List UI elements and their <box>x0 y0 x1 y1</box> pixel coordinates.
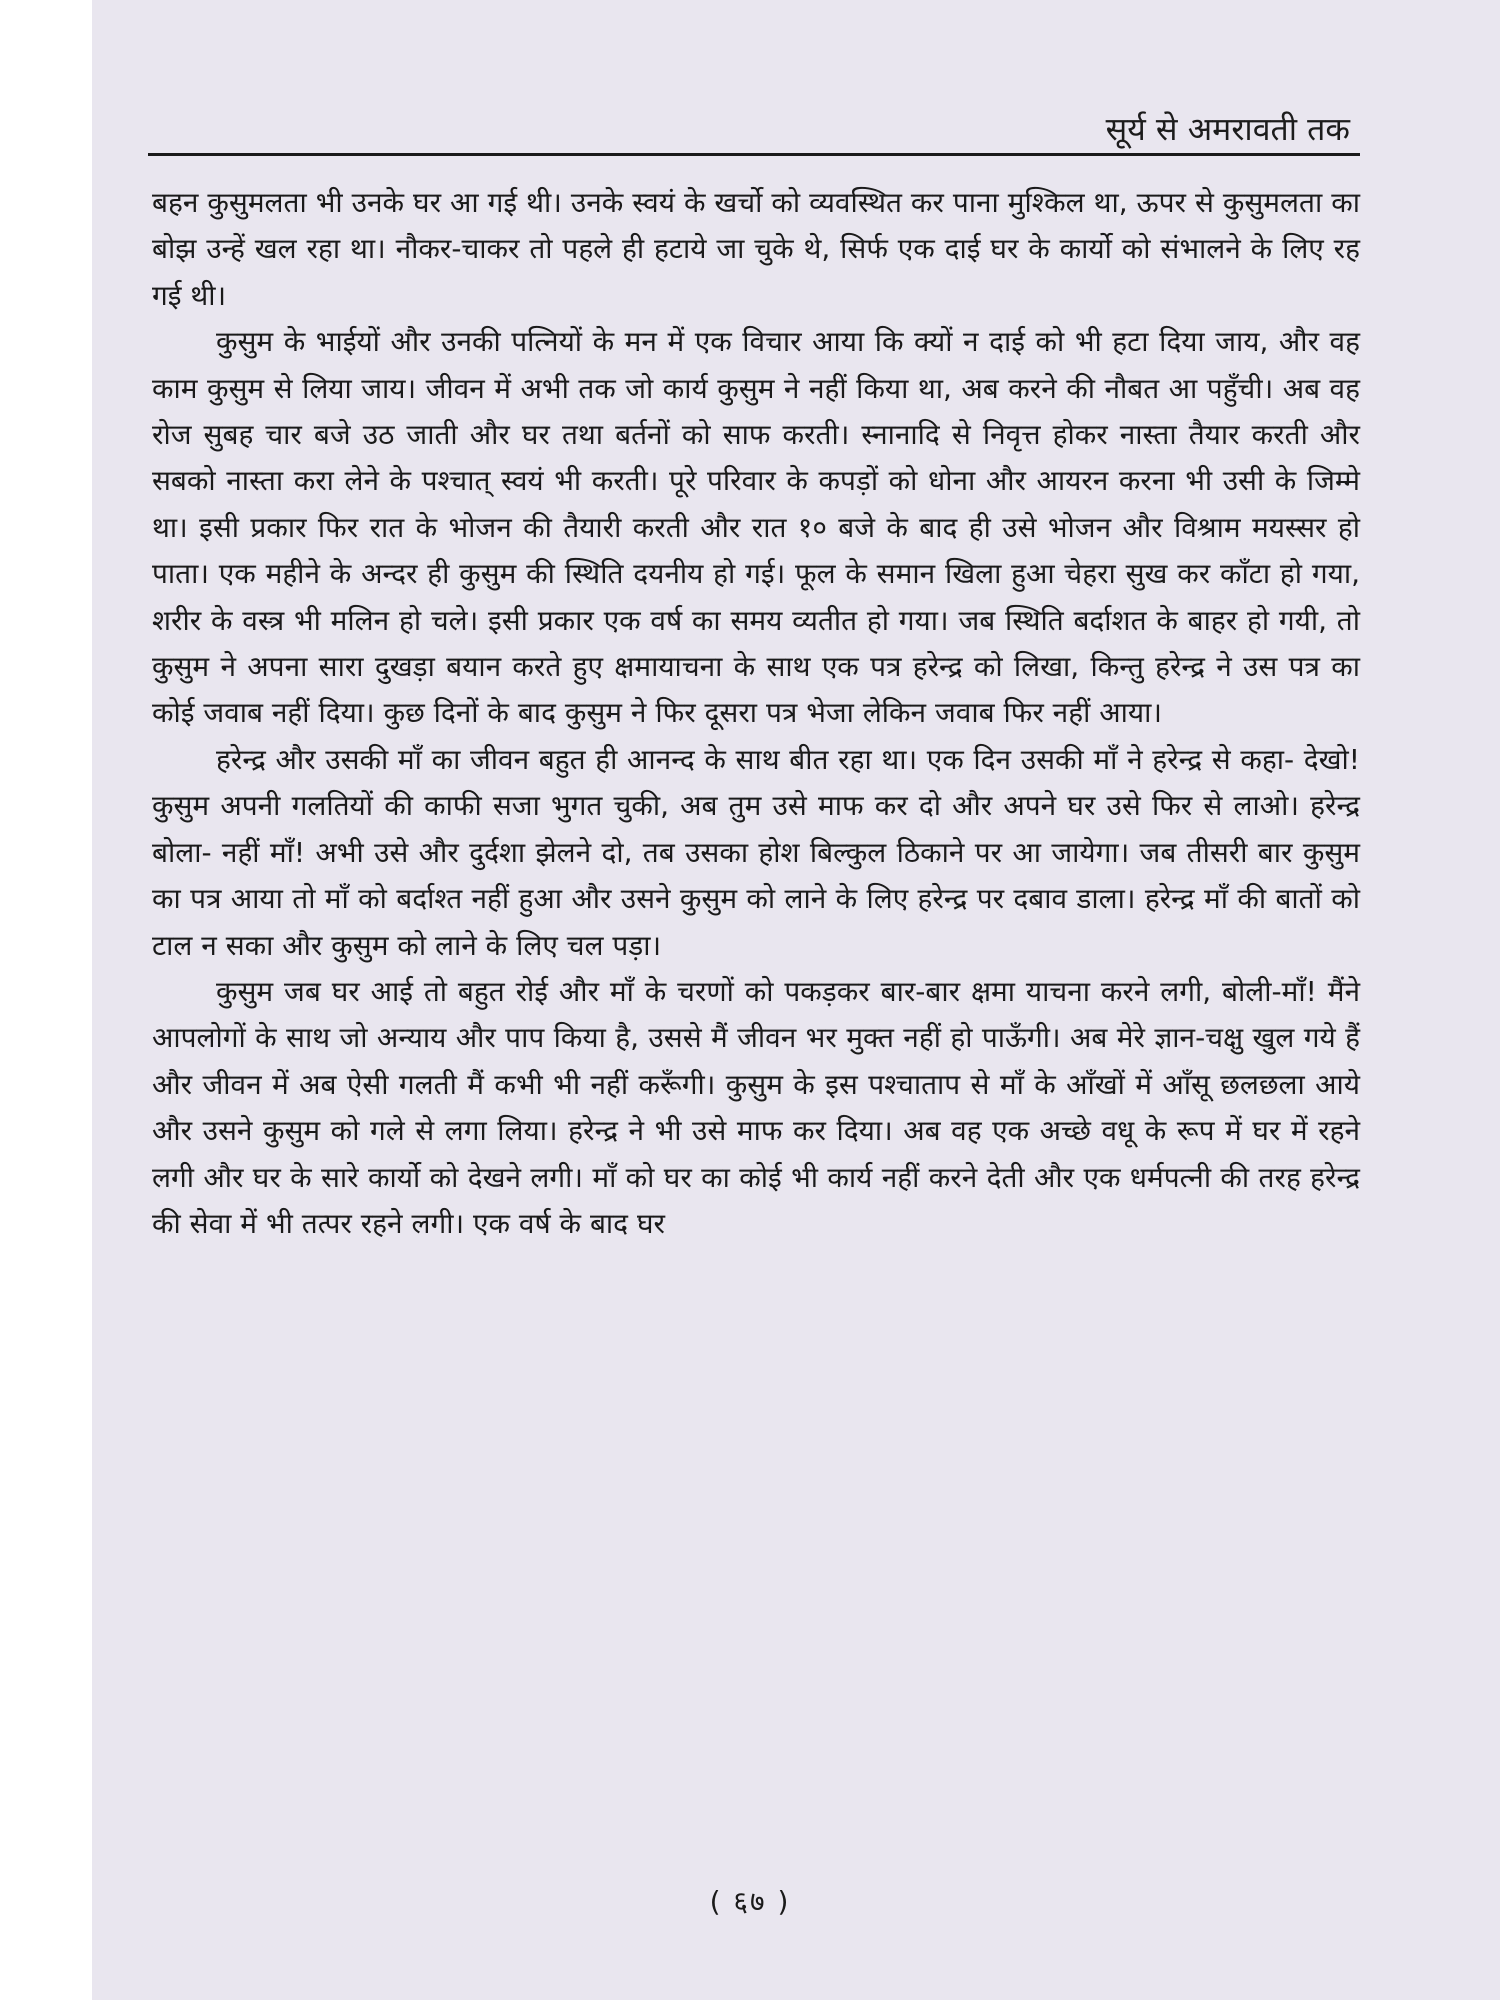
header-rule <box>148 153 1360 156</box>
body-text <box>152 180 1360 1247</box>
paragraph-1: बहन कुसुमलता भी उनके घर आ गई थी। उनके स्वयं के खर्चो को व्यवस्थित कर पाना मुश्किल था, ऊपर से कुसुमलता का बोझ उन्हें खल रहा था। नौकर-चाकर तो पहले ही हटाये जा चुके थे, सिर्फ एक दाई घर के कार्यो को संभालने के लिए रह गई थी। <box>152 186 1360 312</box>
paragraph-3: हरेन्द्र और उसकी माँ का जीवन बहुत ही आनन्द के साथ बीत रहा था। एक दिन उसकी माँ ने हरेन्द्र से कहा- देखो! कुसुम अपनी गलतियों की काफी सजा भुगत चुकी, अब तुम उसे माफ कर दो और अपने घर उसे फिर से लाओ। हरेन्द्र बोला- नहीं माँ! अभी उसे और दुर्दशा झेलने दो, तब उसका होश बिल्कुल ठिकाने पर आ जायेगा। जब तीसरी बार कुसुम का पत्र आया तो माँ को बर्दाश्त नहीं हुआ और उसने कुसुम को लाने के लिए हरेन्द्र पर दबाव डाला। हरेन्द्र माँ की बातों को टाल न सका और कुसुम को लाने के लिए चल पड़ा। <box>152 742 1360 962</box>
paragraph-4: कुसुम जब घर आई तो बहुत रोई और माँ के चरणों को पकड़कर बार-बार क्षमा याचना करने लगी, बोली-माँ! मैंने आपलोगों के साथ जो अन्याय और पाप किया है, उससे मैं जीवन भर मुक्त नहीं हो पाऊँगी। अब मेरे ज्ञान-चक्षु खुल गये हैं और जीवन में अब ऐसी गलती मैं कभी भी नहीं करूँगी। कुसुम के इस पश्चाताप से माँ के आँखों में आँसू छलछला आये और उसने कुसुम को गले से लगा लिया। हरेन्द्र ने भी उसे माफ कर दिया। अब वह एक अच्छे वधू के रूप में घर में रहने लगी और घर के सारे कार्यो को देखने लगी। माँ को घर का कोई भी कार्य नहीं करने देती और एक धर्मपत्नी की तरह हरेन्द्र की सेवा में भी तत्पर रहने लगी। एक वर्ष के बाद घर <box>152 974 1360 1240</box>
running-header: सूर्य से अमरावती तक <box>1105 110 1350 148</box>
page-number: ( ६७ ) <box>709 1885 791 1918</box>
paragraph-2: कुसुम के भाईयों और उनकी पत्नियों के मन में एक विचार आया कि क्यों न दाई को भी हटा दिया जाय, और वह काम कुसुम से लिया जाय। जीवन में अभी तक जो कार्य कुसुम ने नहीं किया था, अब करने की नौबत आ पहुँची। अब वह रोज सुबह चार बजे उठ जाती और घर तथा बर्तनों को साफ करती। स्नानादि से निवृत्त होकर नास्ता तैयार करती और सबको नास्ता करा लेने के पश्चात् स्वयं भी करती। पूरे परिवार के कपड़ों को धोना और आयरन करना भी उसी के जिम्मे था। इसी प्रकार फिर रात के भोजन की तैयारी करती और रात १० बजे के बाद ही उसे भोजन और विश्राम मयस्सर हो पाता। एक महीने के अन्दर ही कुसुम की स्थिति दयनीय हो गई। फूल के समान खिला हुआ चेहरा सुख कर काँटा हो गया, शरीर के वस्त्र भी मलिन हो चले। इसी प्रकार एक वर्ष का समय व्यतीत हो गया। जब स्थिति बर्दाशत के बाहर हो गयी, तो कुसुम ने अपना सारा दुखड़ा बयान करते हुए क्षमायाचना के साथ एक पत्र हरेन्द्र को लिखा, किन्तु हरेन्द्र ने उस पत्र का कोई जवाब नहीं दिया। कुछ दिनों के बाद कुसुम ने फिर दूसरा पत्र भेजा लेकिन जवाब फिर नहीं आया। <box>152 325 1360 730</box>
